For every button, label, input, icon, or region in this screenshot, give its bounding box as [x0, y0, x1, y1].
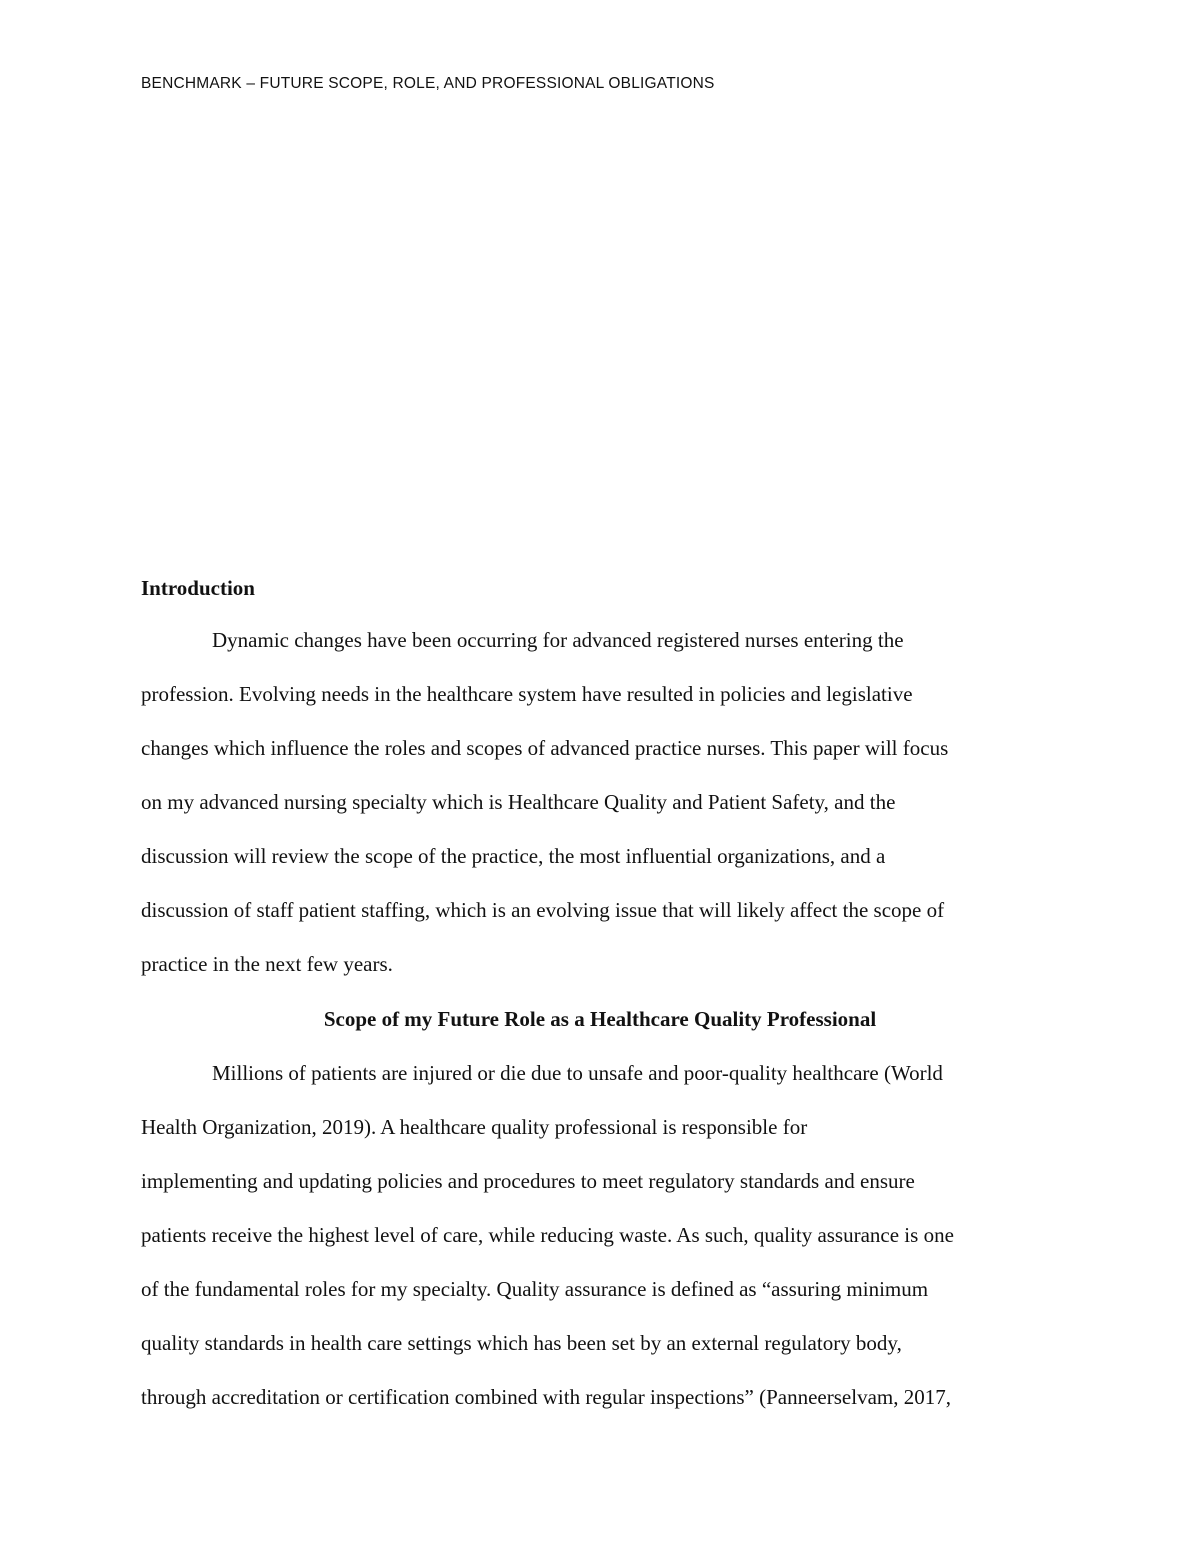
paragraph-line: implementing and updating policies and procedures to meet regulatory standards and ensure: [141, 1169, 915, 1193]
paragraph-line: profession. Evolving needs in the healthcare system have resulted in policies and legislative: [141, 682, 913, 706]
paragraph-line: discussion will review the scope of the practice, the most influential organizations, and a: [141, 844, 886, 868]
paragraph-line: quality standards in health care settings which has been set by an external regulatory body,: [141, 1331, 902, 1355]
paragraph-line: of the fundamental roles for my specialty. Quality assurance is defined as “assuring minimum: [141, 1277, 929, 1301]
running-head: BENCHMARK – FUTURE SCOPE, ROLE, AND PROFESSIONAL OBLIGATIONS: [141, 75, 715, 92]
paragraph-line: Dynamic changes have been occurring for advanced registered nurses entering the: [212, 628, 904, 652]
paragraph-line: discussion of staff patient staffing, which is an evolving issue that will likely affect the scope of: [141, 898, 945, 922]
paragraph-line: Millions of patients are injured or die due to unsafe and poor-quality healthcare (World: [212, 1061, 943, 1085]
scope-section-heading: Scope of my Future Role as a Healthcare Quality Professional: [323, 1007, 877, 1031]
scope-paragraph: [141, 1058, 1061, 1418]
paragraph-line: on my advanced nursing specialty which is Healthcare Quality and Patient Safety, and the: [141, 790, 896, 814]
paragraph-line: practice in the next few years.: [141, 952, 393, 976]
paragraph-line: Health Organization, 2019). A healthcare quality professional is responsible for: [141, 1115, 808, 1139]
paragraph-line: through accreditation or certification combined with regular inspections” (Panneerselvam, 2017,: [141, 1385, 951, 1409]
introduction-heading: Introduction: [141, 576, 255, 600]
paragraph-line: changes which influence the roles and scopes of advanced practice nurses. This paper will focus: [141, 736, 949, 760]
paragraph-line: patients receive the highest level of care, while reducing waste. As such, quality assurance is one: [141, 1223, 954, 1247]
introduction-paragraph: [141, 625, 1061, 1005]
